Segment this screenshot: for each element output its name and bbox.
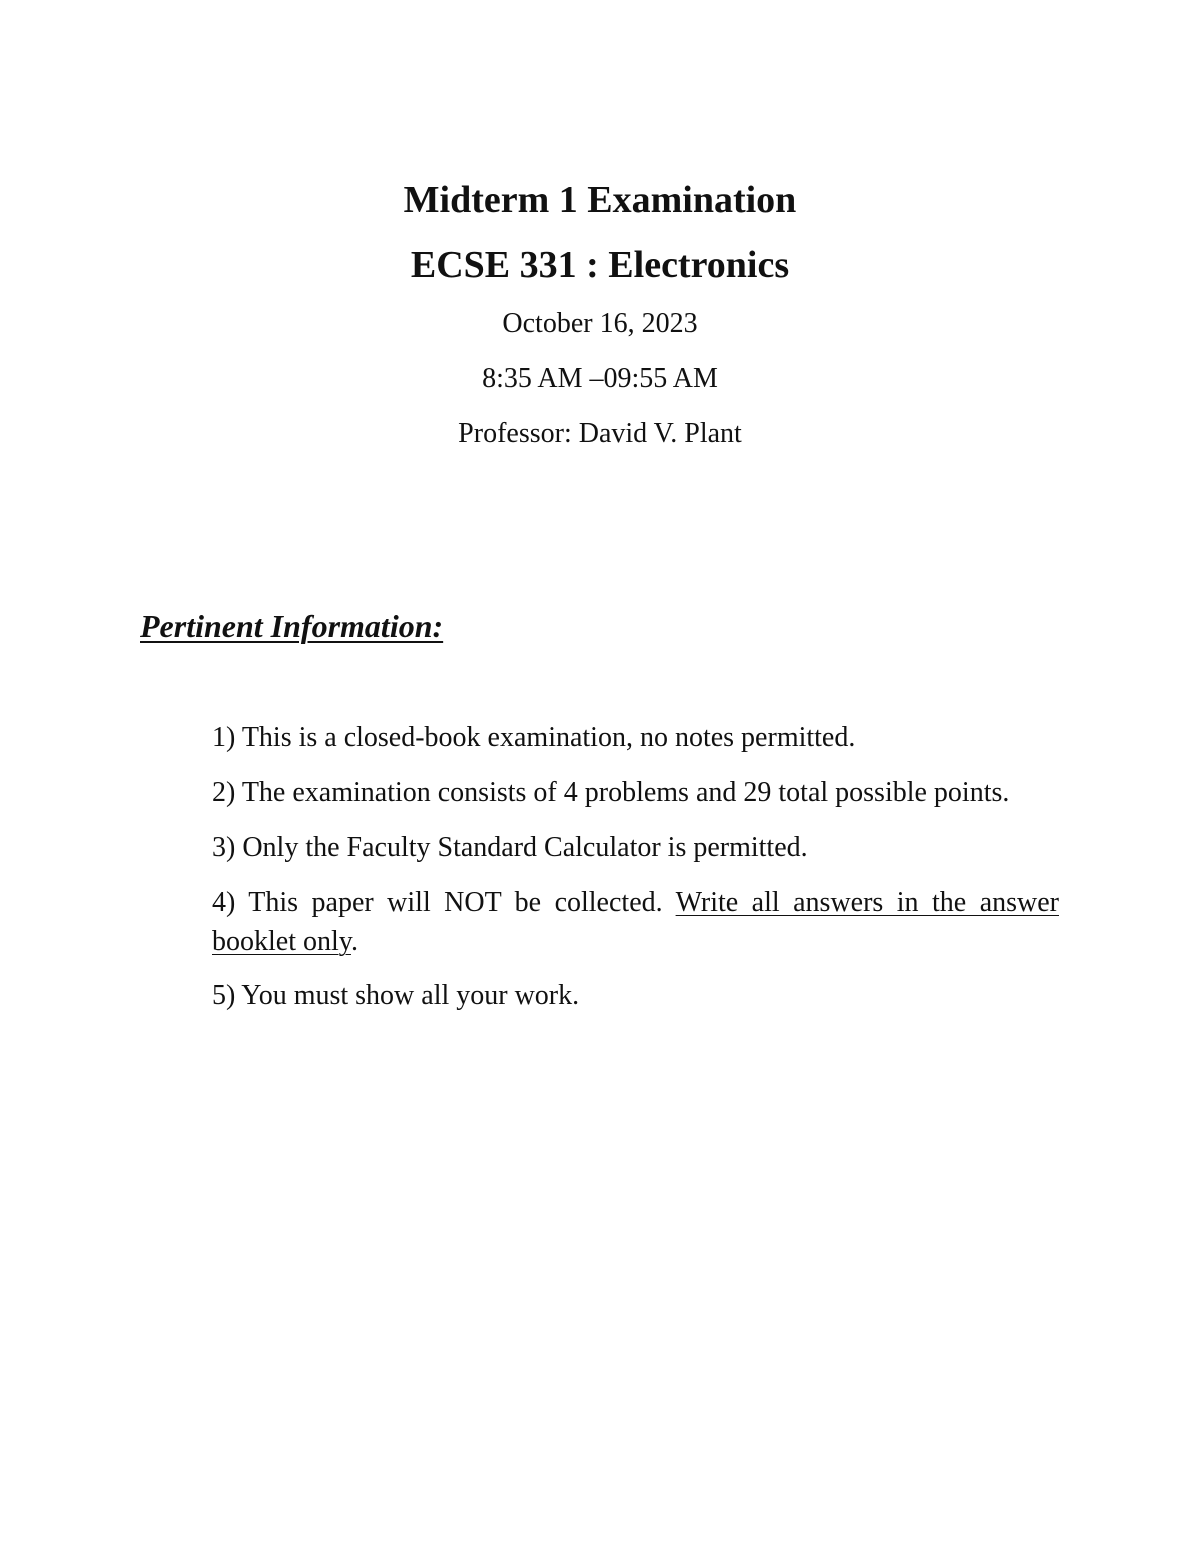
instruction-item-5: 5) You must show all your work. <box>212 980 580 1011</box>
instruction-item-1: 1) This is a closed-book examination, no notes permitted. <box>212 722 856 753</box>
exam-date: October 16, 2023 <box>502 308 698 339</box>
instruction-item-4-emphasis: Write all answers in the answer booklet only <box>212 887 1059 957</box>
instruction-item-4-suffix: . <box>350 926 358 957</box>
section-heading: Pertinent Information: <box>140 608 444 644</box>
instruction-item-3: 3) Only the Faculty Standard Calculator is permitted. <box>212 832 808 863</box>
instruction-item-4 <box>212 883 1059 961</box>
instructions-list <box>212 718 1059 1031</box>
professor-name: Professor: David V. Plant <box>458 418 742 449</box>
instruction-item-2: 2) The examination consists of 4 problems and 29 total possible points. <box>212 777 1010 808</box>
exam-time: 8:35 AM –09:55 AM <box>482 363 718 394</box>
course-title: ECSE 331 : Electronics <box>410 244 790 286</box>
instruction-item-4-prefix: 4) This paper will NOT be collected. <box>212 887 676 918</box>
exam-title: Midterm 1 Examination <box>403 179 797 221</box>
